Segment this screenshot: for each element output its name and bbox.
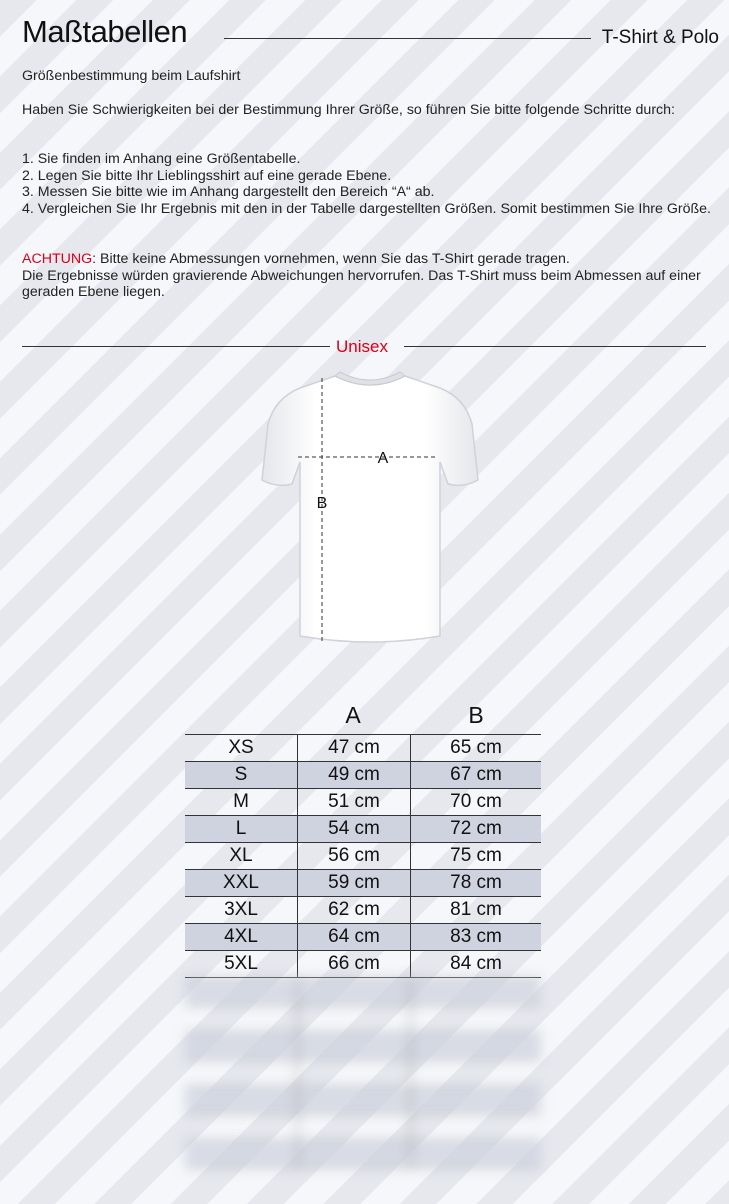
value-a-cell: 59 cm <box>297 870 410 896</box>
size-cell: M <box>233 791 249 812</box>
value-b-cell: 70 cm <box>410 789 541 815</box>
value-b-cell: 65 cm <box>410 735 541 761</box>
intro-text: Haben Sie Schwierigkeiten bei der Bestimmung Ihrer Größe, so führen Sie bitte folgende Schritte durch: <box>22 102 675 118</box>
section-divider-right <box>404 346 706 347</box>
blurred-table-area <box>185 978 541 1166</box>
value-b-cell: 84 cm <box>410 951 541 977</box>
tshirt-diagram <box>240 362 500 652</box>
blurred-row <box>185 1032 541 1059</box>
table-row <box>185 734 541 761</box>
table-row <box>185 788 541 815</box>
size-cell: 5XL <box>224 953 258 974</box>
step-item: 2. Legen Sie bitte Ihr Lieblingsshirt auf eine gerade Ebene. <box>22 167 392 184</box>
blurred-row <box>185 1005 541 1032</box>
size-cell: XXL <box>223 872 259 893</box>
blurred-row <box>185 1113 541 1140</box>
blurred-row <box>185 978 541 1005</box>
value-b-cell: 75 cm <box>410 843 541 869</box>
value-b-cell: 67 cm <box>410 762 541 788</box>
page-subtitle: T-Shirt & Polo <box>601 27 719 48</box>
warning-text-2: Die Ergebnisse würden gravierende Abweichungen hervorrufen. Das T-Shirt muss beim Abmessen auf einer geraden Ebene liegen. <box>22 267 701 301</box>
measure-label-b: B <box>316 495 328 512</box>
size-cell: XL <box>229 845 253 866</box>
measure-label-a: A <box>377 450 389 467</box>
size-table <box>185 702 541 978</box>
blurred-row <box>185 1140 541 1168</box>
size-cell: 3XL <box>224 899 258 920</box>
blurred-row <box>185 1086 541 1113</box>
value-b-cell: 78 cm <box>410 870 541 896</box>
value-a-cell: 47 cm <box>297 735 410 761</box>
table-row <box>185 815 541 842</box>
value-a-cell: 56 cm <box>297 843 410 869</box>
section-label: Unisex <box>336 337 388 356</box>
step-item: 3. Messen Sie bitte wie im Anhang dargestellt den Bereich “A“ ab. <box>22 184 435 201</box>
table-row <box>185 842 541 869</box>
value-b-cell: 83 cm <box>410 924 541 950</box>
value-b-cell: 81 cm <box>410 897 541 923</box>
warning-note <box>22 251 712 301</box>
table-header <box>185 702 541 734</box>
warning-label: ACHTUNG <box>22 251 93 267</box>
page-title: Maßtabellen <box>22 14 188 49</box>
table-row <box>185 923 541 950</box>
table-row <box>185 761 541 788</box>
table-header-a: A <box>345 702 361 728</box>
value-a-cell: 49 cm <box>297 762 410 788</box>
size-cell: S <box>234 764 248 785</box>
steps-list <box>22 151 712 217</box>
value-a-cell: 64 cm <box>297 924 410 950</box>
value-b-cell: 72 cm <box>410 816 541 842</box>
value-a-cell: 62 cm <box>297 897 410 923</box>
table-row <box>185 896 541 923</box>
value-a-cell: 66 cm <box>297 951 410 977</box>
blurred-row <box>185 1059 541 1086</box>
warning-text: : Bitte keine Abmessungen vornehmen, wenn Sie das T-Shirt gerade tragen. <box>92 251 570 267</box>
size-cell: L <box>235 818 247 839</box>
table-row <box>185 869 541 896</box>
value-a-cell: 54 cm <box>297 816 410 842</box>
step-item: 1. Sie finden im Anhang eine Größentabelle. <box>22 151 301 167</box>
section-heading: Größenbestimmung beim Laufshirt <box>22 68 241 84</box>
size-cell: XS <box>228 737 254 758</box>
table-header-b: B <box>468 702 484 728</box>
table-row <box>185 950 541 978</box>
section-divider-left <box>22 346 330 347</box>
step-item: 4. Vergleichen Sie Ihr Ergebnis mit den in der Tabelle dargestellten Größen. Somit bestimmen Sie Ihre Größe. <box>22 200 711 217</box>
size-cell: 4XL <box>224 926 258 947</box>
title-divider <box>224 38 591 39</box>
value-a-cell: 51 cm <box>297 789 410 815</box>
